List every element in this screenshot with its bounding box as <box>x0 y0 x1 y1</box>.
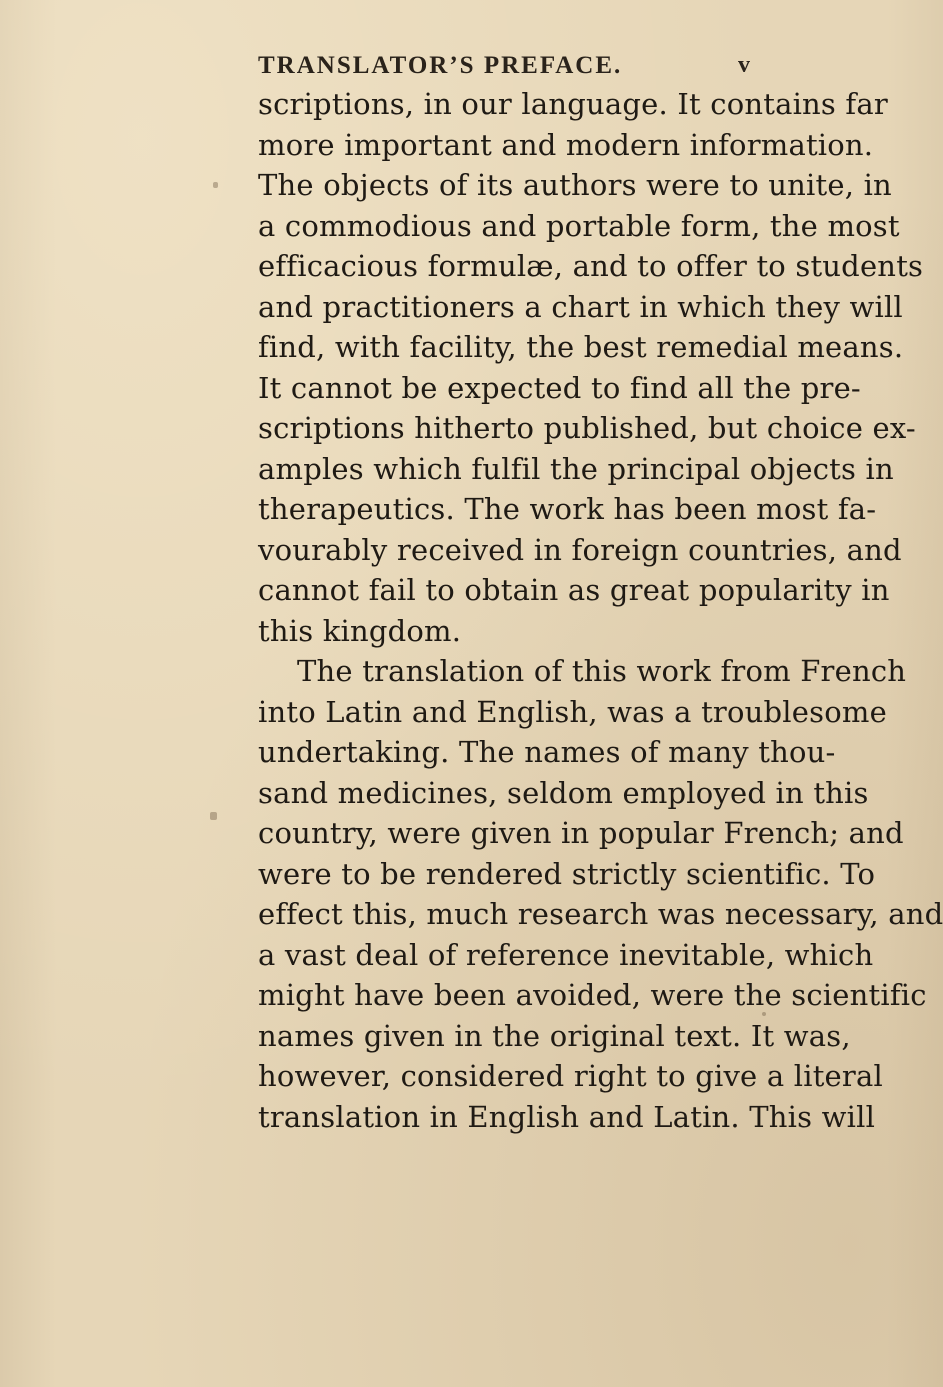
text-line: amples which fulfil the principal objects in <box>258 451 894 486</box>
text-line: more important and modern information. <box>258 127 874 162</box>
text-line: however, considered right to give a literal <box>258 1059 883 1093</box>
text-line: and practitioners a chart in which they will <box>258 289 903 324</box>
text-line: find, with facility, the best remedial means. <box>258 330 904 364</box>
text-line: translation in English and Latin. This will <box>258 1099 876 1134</box>
text-line: The translation of this work from French <box>297 654 907 688</box>
text-line: scriptions, in our language. It contains far <box>258 87 888 121</box>
text-line: this kingdom. <box>258 613 462 648</box>
margin-speck <box>213 182 218 188</box>
text-line: therapeutics. The work has been most fa- <box>258 492 877 526</box>
text-line: a commodious and portable form, the most <box>258 208 900 243</box>
text-line: effect this, much research was necessary, and <box>258 897 943 931</box>
text-line: It cannot be expected to find all the pre- <box>258 370 861 405</box>
margin-speck <box>210 812 217 820</box>
text-line: a vast deal of reference inevitable, which <box>258 937 874 972</box>
text-line: The objects of its authors were to unite, in <box>258 168 892 202</box>
running-title: TRANSLATOR’S PREFACE. <box>258 52 623 79</box>
text-line: undertaking. The names of many thou- <box>258 735 836 769</box>
text-line: names given in the original text. It was, <box>258 1018 851 1053</box>
running-head <box>0 52 800 82</box>
text-line: sand medicines, seldom employed in this <box>258 775 869 810</box>
body-text <box>258 84 943 1137</box>
text-line: cannot fail to obtain as great popularity in <box>258 573 890 607</box>
margin-speck <box>762 1012 766 1016</box>
text-line: country, were given in popular French; and <box>258 816 904 850</box>
page-number: v <box>738 52 750 78</box>
text-line: efficacious formulæ, and to offer to students <box>258 249 924 283</box>
text-line: into Latin and English, was a troublesome <box>258 694 887 729</box>
text-line: were to be rendered strictly scientific. To <box>258 856 876 891</box>
text-line: might have been avoided, were the scientific <box>258 978 927 1012</box>
text-line: scriptions hitherto published, but choice ex- <box>258 411 916 445</box>
text-line: vourably received in foreign countries, and <box>258 532 902 567</box>
